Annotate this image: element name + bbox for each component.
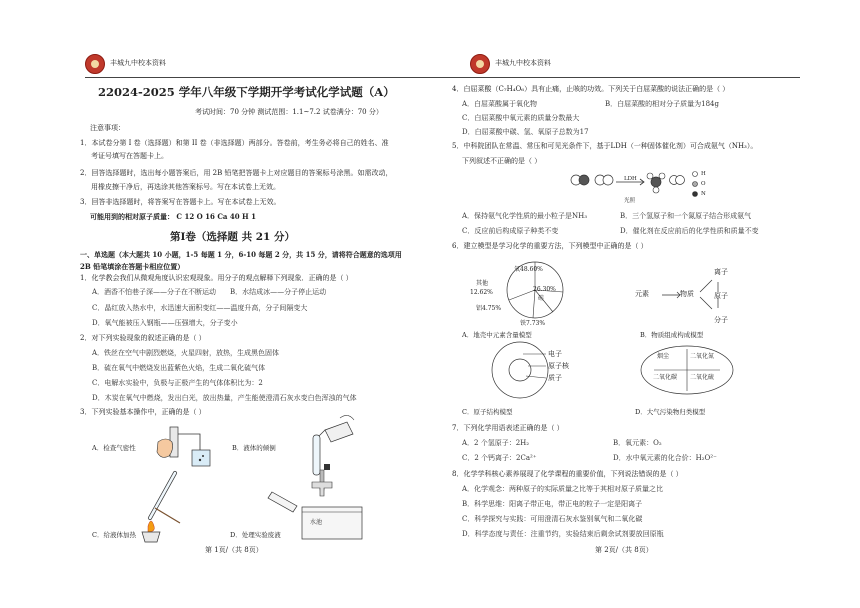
pollutant-co2: 二氧化碳 [653, 374, 678, 381]
school-header: 丰城九中校本资料 [495, 59, 551, 67]
notes-title: 注意事项： [90, 124, 125, 132]
q1-option-a: A．酒香不怕巷子深——分子在不断运动 [92, 288, 217, 296]
q5-stem-2: 下列叙述不正确的是（ ） [462, 157, 542, 165]
pollutant-no2: 二氧化氮 [690, 353, 715, 360]
matter-substance: 物质 [680, 290, 694, 298]
q6-stem: 6．建立模型是学习化学的重要方法，下列模型中正确的是（ ） [452, 242, 648, 250]
q2-option-c: C．电解水实验中，负极与正极产生的气体体积比为：2 [92, 379, 263, 387]
note-line: 3．回答非选择题时，将答案写在答题卡上。写在本试卷上无效。 [80, 198, 281, 206]
q7-option-c: C．2 个钙离子：2Ca²⁺ [462, 454, 537, 462]
note-line: 1．本试卷分第 I 卷（选择题）和第 II 卷（非选择题）两部分。答卷前，考生务必将自己的姓名、准 [80, 139, 389, 147]
q3-caption-c: C．给液体加热 [92, 531, 136, 539]
q3-caption-b: B．液体的倾倒 [232, 444, 276, 452]
legend-n: N [701, 191, 706, 197]
legend-atom-n-icon [692, 191, 698, 197]
note-line: 用橡皮擦干净后，再选涂其他答案标号。写在本试卷上无效。 [91, 183, 280, 191]
airtightness-check-figure [140, 422, 220, 472]
q3-caption-a: A．检查气密性 [92, 444, 136, 452]
q4-option-d: D．白屈菜酸中碳、氢、氧原子总数为17 [462, 128, 589, 136]
legend-atom-h-icon [692, 171, 698, 177]
page-footer: 第 1页/（共 8页） [205, 546, 263, 554]
section-instructions: 2B 铅笔填涂在答题卡相应位置） [80, 262, 185, 271]
q4-option-a: A．白屈菜酸属于氧化物 [462, 100, 538, 108]
q7-option-a: A．2 个氢原子：2H₂ [462, 439, 530, 447]
q3-caption-d: D．处理实验废液 [230, 531, 281, 539]
page-right [430, 0, 860, 608]
exam-title: 22024-2025 学年八年级下学期开学考试化学试题（A） [98, 85, 395, 99]
pie-label-al: 铝4.75% [476, 305, 502, 312]
q6-caption-c: C．原子结构模型 [462, 408, 513, 416]
q4-option-c: C．白屈菜酸中氧元素的质量分数最大 [462, 114, 580, 122]
q8-stem: 8．化学学科核心素养展现了化学课程的重要价值，下列说法错误的是（ ） [452, 470, 683, 478]
exam-info: 考试时间：70 分钟 测试范围：1.1~7.2 试卷满分：70 分） [195, 108, 383, 116]
pollutant-so2: 二氧化硫 [690, 374, 715, 381]
q6-caption-b: B．物质组成构成模型 [640, 331, 704, 339]
matter-atom: 原子 [714, 292, 728, 300]
q7-stem: 7．下列化学用语表述正确的是（ ） [452, 424, 564, 432]
header-rule [85, 77, 430, 78]
q5-option-b: B．三个氢原子和一个氮原子结合形成氨气 [620, 212, 752, 220]
q7-option-d: D．水中氧元素的化合价：H₂O²⁻ [613, 454, 717, 462]
section-instructions: 一、单选题（本大题共 10 小题，1-5 每题 1 分，6-10 每题 2 分，共 15 分，请将符合题意的选项用 [80, 250, 402, 259]
ldh-label: LDH [624, 176, 637, 182]
atom-proton: 质子 [548, 374, 562, 382]
q5-option-c: C．反应前后构成原子种类不变 [462, 227, 559, 235]
q4-stem: 4．白屈菜酸（C₇H₄O₆）具有止痛，止咳的功效。下列关于白屈菜酸的说法正确的是（ ） [452, 85, 730, 93]
q3-stem: 3．下列实验基本操作中，正确的是（ ） [80, 408, 206, 416]
pie-label-other-value: 12.62% [470, 289, 493, 296]
pie-label-other: 其他 [476, 280, 489, 287]
pie-label-si-name: 硅 [538, 295, 545, 302]
q2-option-b: B．硫在氧气中燃烧发出蓝紫色火焰，生成二氧化硫气体 [92, 364, 266, 372]
q2-stem: 2．对下列实验现象的叙述正确的是（ ） [80, 334, 206, 342]
legend-h: H [701, 171, 706, 177]
matter-element: 元素 [635, 290, 649, 298]
q8-option-d: D．科学态度与责任：注重节约，实验结束后剩余试剂要放回原瓶 [462, 530, 664, 538]
q5-option-d: D．催化剂在反应前后的化学性质和质量不变 [620, 227, 759, 235]
pollutant-classification-figure [640, 345, 735, 395]
waste-disposal-figure [262, 462, 372, 542]
matter-molecule: 分子 [714, 316, 728, 324]
q1-stem: 1．化学教会我们从微观角度认识宏观现象。用分子的观点解释下列现象．正确的是（ ） [80, 274, 353, 282]
pollutant-dust: 烟尘 [657, 353, 670, 360]
note-line: 2．回答选择题时，选出每小题答案后，用 2B 铅笔把答题卡上对应题目的答案标号涂黑。如需改动， [80, 169, 393, 177]
atom-electron: 电子 [548, 350, 562, 358]
pie-label-fe: 铁7.73% [520, 320, 546, 327]
school-logo-icon [85, 54, 105, 74]
page-footer: 第 2页/（共 8页） [595, 546, 653, 554]
atom-nucleus: 原子核 [548, 362, 569, 370]
q2-option-d: D．木炭在氧气中燃烧，发出白光，放出热量，产生能使澄清石灰水变白色浑浊的气体 [92, 394, 357, 402]
q5-option-a: A．保持氨气化学性质的最小粒子是NH₃ [462, 212, 588, 220]
q2-option-a: A．铁丝在空气中剧烈燃烧，火星四射，放热，生成黑色固体 [92, 349, 280, 357]
header-rule [430, 77, 800, 78]
liquid-heating-figure [130, 468, 190, 548]
light-label: 光照 [624, 198, 636, 204]
q8-option-c: C．科学探究与实践：可用澄清石灰水鉴别氧气和二氧化碳 [462, 515, 643, 523]
legend-atom-o-icon [692, 181, 698, 187]
section-title: 第Ⅰ卷（选择题 共 21 分） [170, 231, 295, 243]
q1-option-d: D．氧气能被压入钢瓶——压强增大，分子变小 [92, 319, 238, 327]
q6-caption-d: D．大气污染物归类模型 [635, 408, 706, 416]
note-line: 考证号填写在答题卡上。 [91, 152, 168, 160]
q5-stem: 5．中科院团队在常温、常压和可见光条件下，基于LDH（一种固体催化剂）可合成氨气（NH₃）。 [452, 142, 758, 150]
school-logo-icon [470, 54, 490, 74]
school-header: 丰城九中校本资料 [110, 59, 166, 67]
q4-option-b: B．白屈菜酸的相对分子质量为184g [605, 100, 719, 108]
q6-caption-a: A．地壳中元素含量模型 [462, 331, 532, 339]
atomic-masses: 可能用到的相对原子质量： C 12 O 16 Ca 40 H 1 [90, 212, 256, 221]
q8-option-b: B．科学思维：阳离子带正电，带正电的粒子一定是阳离子 [462, 500, 643, 508]
q8-option-a: A．化学观念：两种原子的实际质量之比等于其相对原子质量之比 [462, 485, 664, 493]
matter-ion: 离子 [714, 268, 728, 276]
pie-label-si: 26.30% [533, 286, 556, 293]
q7-option-b: B．氧元素：O₂ [613, 439, 662, 447]
pie-label-o: 氧48.60% [514, 266, 543, 273]
legend-o: O [701, 181, 706, 187]
q1-option-c: C．晶红放入热水中，水迅速大面积变红——温度升高，分子间隔变大 [92, 304, 308, 312]
q1-option-b: B．水结成冰——分子停止运动 [230, 288, 327, 296]
sink-label: 水池 [310, 519, 323, 526]
